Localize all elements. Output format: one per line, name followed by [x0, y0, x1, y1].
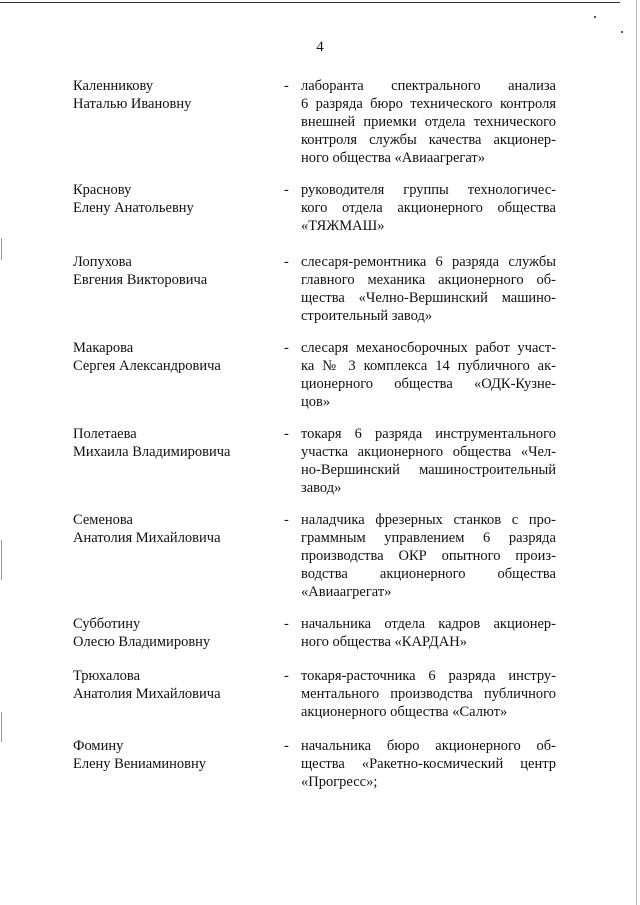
scan-left-mark [1, 540, 2, 580]
dash-separator: - [284, 78, 289, 94]
person-name [73, 339, 221, 375]
position-description [301, 737, 556, 791]
description-line: ного общества «Авиаагрегат» [301, 150, 485, 166]
description-line: 6 разряда бюро технического контроля [301, 96, 556, 112]
scan-speck [621, 31, 623, 33]
description-line: завод» [301, 480, 342, 496]
description-line: строительный завод» [301, 308, 433, 324]
description-line: наладчика фрезерных станков с про- [301, 512, 556, 528]
description-line: кого отдела акционерного общества [301, 200, 556, 216]
dash-separator: - [284, 426, 289, 442]
person-name-line: Субботину [73, 616, 141, 632]
scan-right-border [636, 0, 637, 905]
person-name-line: Семенова [73, 512, 133, 528]
description-line: внешней приемки отдела технического [301, 114, 556, 130]
scan-top-border [0, 2, 620, 3]
description-line: «Авиаагрегат» [301, 584, 392, 600]
scan-left-mark [1, 712, 2, 742]
person-name-line: Полетаева [73, 426, 137, 442]
description-line: руководителя группы технологичес- [301, 182, 556, 198]
description-line: участка акционерного общества «Чел- [301, 444, 556, 460]
person-name [73, 511, 221, 547]
description-line: ка № 3 комплекса 14 публичного ак- [301, 358, 556, 374]
description-line: ционерного общества «ОДК-Кузне- [301, 376, 556, 392]
description-line: контроля службы качества акционер- [301, 132, 556, 148]
description-line: производства ОКР опытного произ- [301, 548, 556, 564]
person-name [73, 615, 210, 651]
person-name-line: Михаила Владимировича [73, 444, 231, 460]
dash-separator: - [284, 512, 289, 528]
description-line: главного механика акционерного об- [301, 272, 556, 288]
description-line: щества «Ракетно-космический центр [301, 756, 556, 772]
description-line: токаря 6 разряда инструментального [301, 426, 556, 442]
position-description [301, 253, 556, 325]
person-name-line: Наталью Ивановну [73, 96, 192, 112]
person-name-line: Макарова [73, 340, 134, 356]
dash-separator: - [284, 340, 289, 356]
person-name [73, 77, 191, 113]
page-number: 4 [316, 39, 324, 55]
description-line: «Прогресс»; [301, 774, 378, 790]
person-name-line: Евгения Викторовича [73, 272, 208, 288]
person-name [73, 181, 194, 217]
scan-left-mark [1, 238, 2, 260]
description-line: токаря-расточника 6 разряда инстру- [301, 668, 556, 684]
person-name-line: Олесю Владимировну [73, 634, 211, 650]
person-name-line: Краснову [73, 182, 132, 198]
description-line: но-Вершинский машиностроительный [301, 462, 556, 478]
person-name-line: Фомину [73, 738, 124, 754]
position-description [301, 615, 556, 651]
person-name [73, 667, 221, 703]
person-name-line: Елену Анатольевну [73, 200, 194, 216]
position-description [301, 77, 556, 167]
dash-separator: - [284, 616, 289, 632]
person-name-line: Каленникову [73, 78, 154, 94]
position-description [301, 511, 556, 601]
position-description [301, 667, 556, 721]
description-line: щества «Челно-Вершинский машино- [301, 290, 556, 306]
description-line: «ТЯЖМАШ» [301, 218, 385, 234]
position-description [301, 339, 556, 411]
person-name [73, 425, 230, 461]
description-line: цов» [301, 394, 331, 410]
description-line: начальника бюро акционерного об- [301, 738, 556, 754]
person-name-line: Сергея Александровича [73, 358, 221, 374]
description-line: ментального производства публичного [301, 686, 556, 702]
description-line: акционерного общества «Салют» [301, 704, 508, 720]
position-description [301, 181, 556, 235]
scan-speck [594, 16, 596, 18]
description-line: слесаря-ремонтника 6 разряда службы [301, 254, 556, 270]
dash-separator: - [284, 668, 289, 684]
dash-separator: - [284, 254, 289, 270]
dash-separator: - [284, 182, 289, 198]
person-name [73, 253, 207, 289]
person-name-line: Трюхалова [73, 668, 141, 684]
description-line: граммным управлением 6 разряда [301, 530, 556, 546]
description-line: лаборанта спектрального анализа [301, 78, 556, 94]
description-line: начальника отдела кадров акционер- [301, 616, 556, 632]
person-name-line: Елену Вениаминовну [73, 756, 207, 772]
position-description [301, 425, 556, 497]
person-name [73, 737, 206, 773]
person-name-line: Анатолия Михайловича [73, 686, 221, 702]
description-line: ного общества «КАРДАН» [301, 634, 467, 650]
description-line: слесаря механосборочных работ участ- [301, 340, 556, 356]
person-name-line: Анатолия Михайловича [73, 530, 221, 546]
person-name-line: Лопухова [73, 254, 132, 270]
description-line: водства акционерного общества [301, 566, 556, 582]
dash-separator: - [284, 738, 289, 754]
